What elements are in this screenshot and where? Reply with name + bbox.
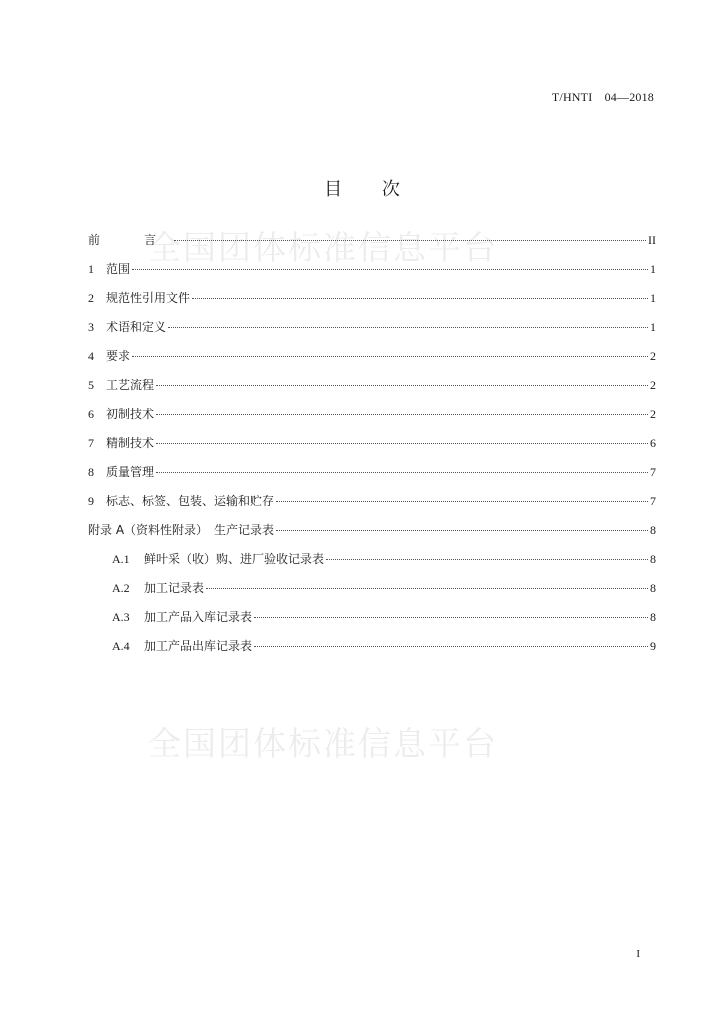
toc-entry-page: 8 xyxy=(650,552,656,566)
toc-entry-5[interactable] xyxy=(88,376,656,396)
toc-entry-page: 6 xyxy=(650,436,656,450)
toc-entry-page: 8 xyxy=(650,581,656,595)
title-char-1: 目 xyxy=(324,179,343,200)
toc-entry-page: 7 xyxy=(650,465,656,479)
toc-entry-label: 要求 xyxy=(106,349,131,363)
toc-entry-8[interactable] xyxy=(88,463,656,483)
toc-entry-label: 工艺流程 xyxy=(106,378,155,392)
toc-entry-9[interactable] xyxy=(88,492,656,512)
toc-leader xyxy=(132,269,648,270)
toc-entry-label: 加工记录表 xyxy=(144,581,205,595)
toc-entry-number: 9 xyxy=(88,494,94,508)
toc-entry-label: 规范性引用文件 xyxy=(106,291,191,305)
toc-entry-label: 前 言 xyxy=(88,233,173,247)
toc-entry-page: 2 xyxy=(650,378,656,392)
toc-entry-page: 8 xyxy=(650,523,656,537)
toc-leader xyxy=(206,588,648,589)
toc-leader xyxy=(254,646,648,647)
toc-entry-label: 鲜叶采（收）购、进厂验收记录表 xyxy=(144,552,325,566)
page-number: I xyxy=(636,948,640,960)
toc-entry-3[interactable] xyxy=(88,318,656,338)
toc-leader xyxy=(132,356,648,357)
toc-entry-number: A.1 xyxy=(112,552,130,566)
toc-entry-page: II xyxy=(648,233,656,247)
toc-entry-a3[interactable] xyxy=(112,608,656,628)
toc-leader xyxy=(174,240,646,241)
toc-entry-1[interactable] xyxy=(88,260,656,280)
toc-entry-label: 标志、标签、包装、运输和贮存 xyxy=(106,494,275,508)
toc-entry-label: 初制技术 xyxy=(106,407,155,421)
toc-entry-page: 1 xyxy=(650,262,656,276)
toc-leader xyxy=(254,617,648,618)
toc-entry-number: 6 xyxy=(88,407,94,421)
title-char-2: 次 xyxy=(381,179,400,200)
toc-entry-a1[interactable] xyxy=(112,550,656,570)
toc-entry-number: 2 xyxy=(88,291,94,305)
toc-leader xyxy=(156,472,648,473)
toc-entry-number: 1 xyxy=(88,262,94,276)
toc-entry-7[interactable] xyxy=(88,434,656,454)
toc-leader xyxy=(192,298,648,299)
toc-entry-label: 精制技术 xyxy=(106,436,155,450)
toc-entry-2[interactable] xyxy=(88,289,656,309)
toc-entry-foreword[interactable] xyxy=(88,231,656,251)
toc-entry-number: A.2 xyxy=(112,581,130,595)
toc-entry-number: 4 xyxy=(88,349,94,363)
toc-leader xyxy=(168,327,648,328)
page-title xyxy=(0,175,724,201)
watermark-middle: 全国团体标准信息平台 xyxy=(148,724,498,763)
toc-entry-page: 2 xyxy=(650,349,656,363)
toc-entry-label: 质量管理 xyxy=(106,465,155,479)
toc-entry-page: 1 xyxy=(650,291,656,305)
document-code: T/HNTI 04—2018 xyxy=(551,90,654,104)
toc-leader xyxy=(156,385,648,386)
toc-entry-page: 9 xyxy=(650,639,656,653)
toc-entry-label: 加工产品出库记录表 xyxy=(144,639,253,653)
toc-leader xyxy=(156,414,648,415)
toc-entry-number: 8 xyxy=(88,465,94,479)
toc-entry-page: 8 xyxy=(650,610,656,624)
toc-entry-4[interactable] xyxy=(88,347,656,367)
toc-leader xyxy=(276,530,648,531)
toc-entry-number: A.3 xyxy=(112,610,130,624)
toc-entry-label: 范围 xyxy=(106,262,131,276)
toc-entry-a4[interactable] xyxy=(112,637,656,657)
watermark-top: 全国团体标准信息平台 xyxy=(148,228,498,267)
toc-leader xyxy=(156,443,648,444)
toc-entry-page: 7 xyxy=(650,494,656,508)
toc-entry-label: 附录 A（资料性附录） 生产记录表 xyxy=(88,523,275,537)
toc-leader xyxy=(326,559,648,560)
toc-entry-page: 1 xyxy=(650,320,656,334)
toc-entry-number: A.4 xyxy=(112,639,130,653)
toc-entry-number: 5 xyxy=(88,378,94,392)
toc-entry-6[interactable] xyxy=(88,405,656,425)
toc-leader xyxy=(276,501,648,502)
toc-entry-label: 加工产品入库记录表 xyxy=(144,610,253,624)
toc-entry-appendix-a[interactable] xyxy=(88,521,656,541)
toc-entry-label: 术语和定义 xyxy=(106,320,167,334)
toc-entry-number: 7 xyxy=(88,436,94,450)
toc-entry-page: 2 xyxy=(650,407,656,421)
toc-entry-number: 3 xyxy=(88,320,94,334)
toc-entry-a2[interactable] xyxy=(112,579,656,599)
